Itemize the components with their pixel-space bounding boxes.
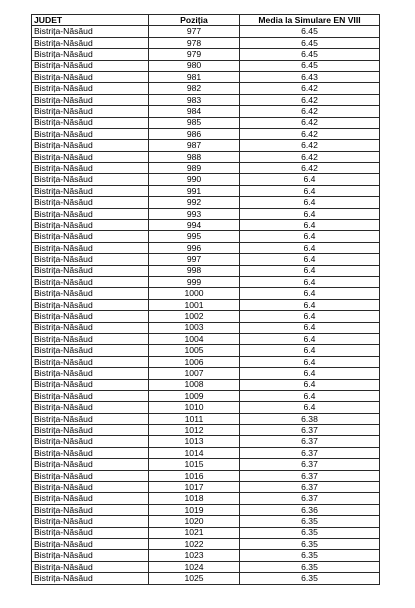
cell-media: 6.35 (240, 561, 380, 572)
cell-judet: Bistrița-Năsăud (32, 265, 149, 276)
cell-media: 6.4 (240, 311, 380, 322)
cell-media: 6.37 (240, 436, 380, 447)
cell-media: 6.42 (240, 83, 380, 94)
cell-judet: Bistrița-Năsăud (32, 436, 149, 447)
cell-pozitia: 1021 (149, 527, 240, 538)
table-row (32, 185, 380, 196)
cell-media: 6.4 (240, 231, 380, 242)
cell-judet: Bistrița-Năsăud (32, 117, 149, 128)
table-row (32, 402, 380, 413)
cell-media: 6.42 (240, 163, 380, 174)
cell-media: 6.4 (240, 276, 380, 287)
cell-media: 6.4 (240, 185, 380, 196)
cell-pozitia: 1016 (149, 470, 240, 481)
cell-judet: Bistrița-Năsăud (32, 276, 149, 287)
table-row (32, 60, 380, 71)
cell-media: 6.4 (240, 220, 380, 231)
cell-media: 6.4 (240, 356, 380, 367)
table-row (32, 37, 380, 48)
cell-media: 6.42 (240, 117, 380, 128)
cell-pozitia: 995 (149, 231, 240, 242)
cell-media: 6.37 (240, 447, 380, 458)
cell-judet: Bistrița-Năsăud (32, 538, 149, 549)
cell-judet: Bistrița-Năsăud (32, 493, 149, 504)
table-row (32, 117, 380, 128)
cell-pozitia: 1000 (149, 288, 240, 299)
cell-pozitia: 1010 (149, 402, 240, 413)
cell-media: 6.42 (240, 128, 380, 139)
cell-media: 6.4 (240, 379, 380, 390)
table-row (32, 163, 380, 174)
cell-media: 6.37 (240, 482, 380, 493)
cell-pozitia: 1018 (149, 493, 240, 504)
cell-pozitia: 985 (149, 117, 240, 128)
table-row (32, 561, 380, 572)
table-row (32, 379, 380, 390)
cell-judet: Bistrița-Năsăud (32, 106, 149, 117)
cell-media: 6.35 (240, 538, 380, 549)
cell-pozitia: 989 (149, 163, 240, 174)
cell-judet: Bistrița-Năsăud (32, 333, 149, 344)
table-row (32, 83, 380, 94)
cell-media: 6.35 (240, 573, 380, 584)
cell-judet: Bistrița-Năsăud (32, 550, 149, 561)
cell-judet: Bistrița-Năsăud (32, 254, 149, 265)
cell-judet: Bistrița-Năsăud (32, 322, 149, 333)
table-row (32, 573, 380, 584)
cell-media: 6.4 (240, 174, 380, 185)
cell-judet: Bistrița-Năsăud (32, 288, 149, 299)
cell-pozitia: 978 (149, 37, 240, 48)
cell-pozitia: 983 (149, 94, 240, 105)
cell-pozitia: 1008 (149, 379, 240, 390)
cell-media: 6.4 (240, 242, 380, 253)
cell-judet: Bistrița-Năsăud (32, 197, 149, 208)
cell-pozitia: 1009 (149, 390, 240, 401)
table-row (32, 516, 380, 527)
cell-pozitia: 1003 (149, 322, 240, 333)
cell-media: 6.45 (240, 49, 380, 60)
table-row (32, 26, 380, 37)
cell-pozitia: 1002 (149, 311, 240, 322)
cell-media: 6.37 (240, 470, 380, 481)
cell-media: 6.35 (240, 527, 380, 538)
cell-media: 6.42 (240, 106, 380, 117)
table-row (32, 345, 380, 356)
cell-judet: Bistrița-Năsăud (32, 345, 149, 356)
cell-judet: Bistrița-Năsăud (32, 37, 149, 48)
cell-judet: Bistrița-Năsăud (32, 311, 149, 322)
cell-media: 6.38 (240, 413, 380, 424)
table-row (32, 550, 380, 561)
cell-media: 6.37 (240, 493, 380, 504)
cell-pozitia: 979 (149, 49, 240, 60)
table-row (32, 493, 380, 504)
table-row (32, 128, 380, 139)
table-row (32, 106, 380, 117)
cell-media: 6.4 (240, 197, 380, 208)
table-row (32, 220, 380, 231)
cell-pozitia: 1006 (149, 356, 240, 367)
table-row (32, 49, 380, 60)
cell-judet: Bistrița-Năsăud (32, 413, 149, 424)
table-row (32, 299, 380, 310)
cell-judet: Bistrița-Năsăud (32, 368, 149, 379)
table-row (32, 254, 380, 265)
table-row (32, 311, 380, 322)
table-row (32, 527, 380, 538)
cell-pozitia: 1019 (149, 504, 240, 515)
cell-pozitia: 977 (149, 26, 240, 37)
cell-judet: Bistrița-Năsăud (32, 459, 149, 470)
cell-judet: Bistrița-Năsăud (32, 208, 149, 219)
cell-media: 6.42 (240, 94, 380, 105)
cell-pozitia: 990 (149, 174, 240, 185)
cell-media: 6.37 (240, 459, 380, 470)
cell-pozitia: 1001 (149, 299, 240, 310)
cell-media: 6.42 (240, 140, 380, 151)
cell-judet: Bistrița-Năsăud (32, 163, 149, 174)
cell-pozitia: 984 (149, 106, 240, 117)
table-row (32, 368, 380, 379)
cell-pozitia: 999 (149, 276, 240, 287)
cell-media: 6.4 (240, 322, 380, 333)
table-row (32, 288, 380, 299)
cell-media: 6.35 (240, 550, 380, 561)
cell-pozitia: 994 (149, 220, 240, 231)
table-row (32, 71, 380, 82)
cell-judet: Bistrița-Năsăud (32, 140, 149, 151)
cell-media: 6.45 (240, 37, 380, 48)
cell-judet: Bistrița-Năsăud (32, 379, 149, 390)
cell-pozitia: 992 (149, 197, 240, 208)
table-row (32, 208, 380, 219)
cell-media: 6.45 (240, 60, 380, 71)
cell-judet: Bistrița-Năsăud (32, 60, 149, 71)
column-header-pozitia: Poziția (149, 15, 240, 26)
table-row (32, 231, 380, 242)
cell-pozitia: 981 (149, 71, 240, 82)
table-body (32, 26, 380, 584)
ranking-table (31, 14, 380, 585)
cell-pozitia: 1012 (149, 425, 240, 436)
cell-media: 6.4 (240, 333, 380, 344)
cell-pozitia: 988 (149, 151, 240, 162)
cell-judet: Bistrița-Năsăud (32, 516, 149, 527)
cell-pozitia: 986 (149, 128, 240, 139)
cell-judet: Bistrița-Năsăud (32, 470, 149, 481)
cell-pozitia: 1011 (149, 413, 240, 424)
cell-judet: Bistrița-Năsăud (32, 561, 149, 572)
cell-judet: Bistrița-Năsăud (32, 71, 149, 82)
cell-pozitia: 993 (149, 208, 240, 219)
cell-media: 6.4 (240, 390, 380, 401)
table-row (32, 538, 380, 549)
cell-pozitia: 1013 (149, 436, 240, 447)
cell-judet: Bistrița-Năsăud (32, 527, 149, 538)
cell-media: 6.36 (240, 504, 380, 515)
cell-judet: Bistrița-Năsăud (32, 390, 149, 401)
column-header-judet: JUDET (32, 15, 149, 26)
table-row (32, 390, 380, 401)
cell-judet: Bistrița-Năsăud (32, 425, 149, 436)
table-row (32, 197, 380, 208)
cell-pozitia: 1024 (149, 561, 240, 572)
cell-judet: Bistrița-Năsăud (32, 447, 149, 458)
cell-pozitia: 1025 (149, 573, 240, 584)
cell-judet: Bistrița-Năsăud (32, 128, 149, 139)
cell-judet: Bistrița-Năsăud (32, 220, 149, 231)
cell-judet: Bistrița-Năsăud (32, 26, 149, 37)
cell-pozitia: 1007 (149, 368, 240, 379)
table-row (32, 425, 380, 436)
table-row (32, 436, 380, 447)
cell-media: 6.35 (240, 516, 380, 527)
cell-pozitia: 998 (149, 265, 240, 276)
cell-judet: Bistrița-Năsăud (32, 299, 149, 310)
table-row (32, 413, 380, 424)
cell-media: 6.4 (240, 208, 380, 219)
cell-judet: Bistrița-Năsăud (32, 356, 149, 367)
table-row (32, 482, 380, 493)
cell-pozitia: 996 (149, 242, 240, 253)
cell-media: 6.4 (240, 402, 380, 413)
table-row (32, 447, 380, 458)
cell-media: 6.4 (240, 368, 380, 379)
cell-pozitia: 982 (149, 83, 240, 94)
cell-media: 6.43 (240, 71, 380, 82)
cell-pozitia: 1004 (149, 333, 240, 344)
cell-pozitia: 1023 (149, 550, 240, 561)
table-row (32, 470, 380, 481)
cell-judet: Bistrița-Năsăud (32, 231, 149, 242)
cell-pozitia: 1020 (149, 516, 240, 527)
cell-pozitia: 1005 (149, 345, 240, 356)
cell-media: 6.4 (240, 254, 380, 265)
table-row (32, 459, 380, 470)
table-row (32, 333, 380, 344)
cell-media: 6.37 (240, 425, 380, 436)
table-row (32, 94, 380, 105)
cell-pozitia: 1017 (149, 482, 240, 493)
cell-judet: Bistrița-Năsăud (32, 49, 149, 60)
cell-media: 6.45 (240, 26, 380, 37)
cell-judet: Bistrița-Năsăud (32, 151, 149, 162)
cell-pozitia: 997 (149, 254, 240, 265)
cell-pozitia: 1022 (149, 538, 240, 549)
cell-pozitia: 987 (149, 140, 240, 151)
cell-media: 6.4 (240, 288, 380, 299)
cell-judet: Bistrița-Năsăud (32, 83, 149, 94)
table-row (32, 265, 380, 276)
cell-judet: Bistrița-Năsăud (32, 482, 149, 493)
table-row (32, 174, 380, 185)
cell-judet: Bistrița-Năsăud (32, 94, 149, 105)
table-row (32, 140, 380, 151)
cell-judet: Bistrița-Năsăud (32, 504, 149, 515)
table-row (32, 356, 380, 367)
table-row (32, 242, 380, 253)
cell-pozitia: 980 (149, 60, 240, 71)
cell-judet: Bistrița-Năsăud (32, 242, 149, 253)
table-row (32, 151, 380, 162)
cell-pozitia: 1015 (149, 459, 240, 470)
column-header-media: Media la Simulare EN VIII (240, 15, 380, 26)
cell-pozitia: 991 (149, 185, 240, 196)
table-row (32, 276, 380, 287)
table-row (32, 504, 380, 515)
cell-judet: Bistrița-Năsăud (32, 573, 149, 584)
table-header-row (32, 15, 380, 26)
cell-media: 6.4 (240, 265, 380, 276)
cell-pozitia: 1014 (149, 447, 240, 458)
table-row (32, 322, 380, 333)
cell-judet: Bistrița-Năsăud (32, 185, 149, 196)
cell-judet: Bistrița-Năsăud (32, 174, 149, 185)
cell-media: 6.42 (240, 151, 380, 162)
cell-media: 6.4 (240, 299, 380, 310)
cell-media: 6.4 (240, 345, 380, 356)
cell-judet: Bistrița-Năsăud (32, 402, 149, 413)
